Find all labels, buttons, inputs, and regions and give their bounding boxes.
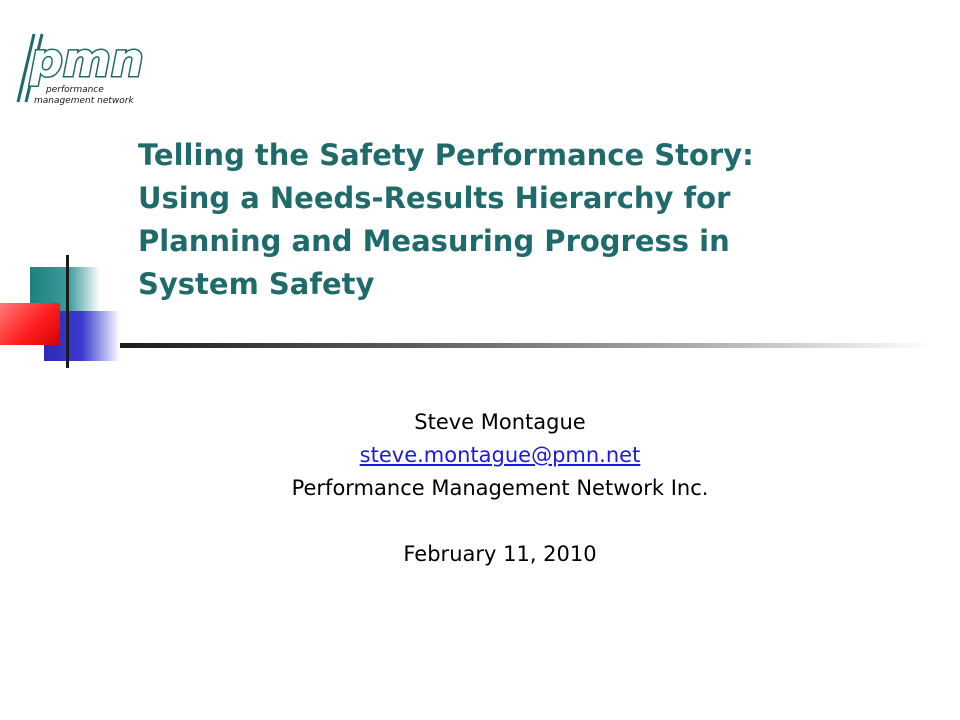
slide-title: Telling the Safety Performance Story: Using a Needs-Results Hierarchy for Planning and Measuring Progress in System Safety: [138, 138, 754, 301]
organization-name: Performance Management Network Inc.: [291, 476, 709, 500]
author-name: Steve Montague: [414, 410, 586, 434]
email-line: [0, 439, 960, 472]
pmn-logo-tagline-2: management network: [34, 96, 134, 106]
decorative-squares: [0, 255, 130, 370]
title-divider-line: [120, 343, 930, 348]
presentation-date: February 11, 2010: [403, 542, 597, 566]
byline-block: [0, 406, 960, 571]
vertical-accent-line: [66, 255, 69, 368]
pmn-logo-tagline-1: performance: [46, 85, 104, 95]
pmn-logo: [12, 28, 162, 108]
pmn-logo-mark: pmn: [30, 33, 144, 87]
email-link[interactable]: steve.montague@pmn.net: [359, 443, 641, 467]
pmn-logo-graphic: [12, 28, 162, 108]
red-square: [0, 303, 60, 345]
